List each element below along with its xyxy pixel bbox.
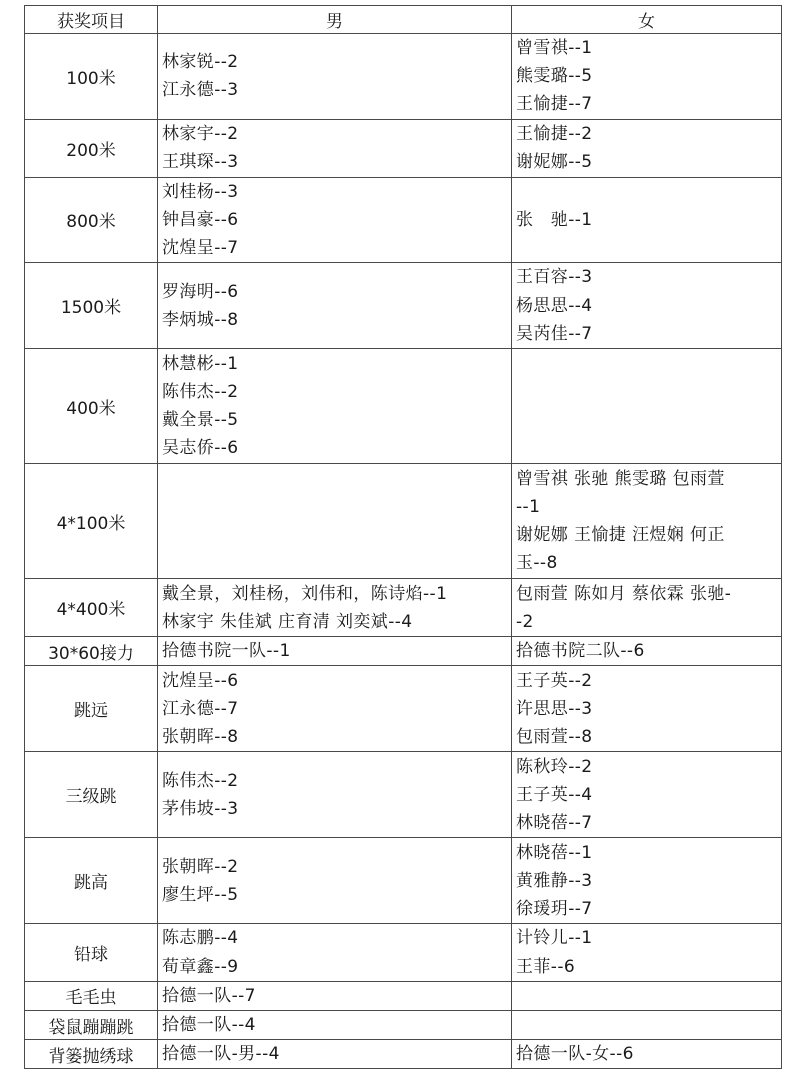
women-winners-cell <box>512 1011 782 1040</box>
event-cell: 跳远 <box>25 666 158 752</box>
women-winners-cell <box>512 838 782 924</box>
event-cell: 三级跳 <box>25 752 158 838</box>
men-winner-line: 拾德一队-男--4 <box>162 1044 280 1065</box>
men-winners-cell <box>158 579 512 637</box>
women-winners-cell <box>512 924 782 981</box>
women-winner-line: 曾雪祺--1 <box>516 38 593 58</box>
men-winner-line: 张朝晖--2 <box>162 856 239 877</box>
men-winner-line: 李炳城--8 <box>162 309 239 330</box>
women-winner-line: 许思思--3 <box>516 698 593 719</box>
men-winner-line: 沈煌呈--6 <box>162 670 239 691</box>
men-winner-line: 戴全景，刘桂杨，刘伟和，陈诗焰--1 <box>162 583 448 604</box>
women-winner-line: 谢妮娜--5 <box>516 152 593 173</box>
men-winner-line: 吴志侨--6 <box>162 438 239 459</box>
event-cell: 跳高 <box>25 838 158 924</box>
men-winner-line: 沈煌呈--7 <box>162 238 239 259</box>
men-winner-line: 林家锐--2 <box>162 52 239 73</box>
event-cell: 1500米 <box>25 263 158 349</box>
men-winner-line: 拾德一队--4 <box>162 1015 256 1036</box>
men-winner-line: 廖生坪--5 <box>162 884 239 905</box>
event-cell: 200米 <box>25 119 158 177</box>
event-cell: 4*100米 <box>25 464 158 579</box>
men-winner-line: 林慧彬--1 <box>162 353 239 374</box>
table-row <box>25 838 782 924</box>
table-row <box>25 1011 782 1040</box>
women-winner-line: 林晓蓓--7 <box>516 813 593 834</box>
women-winner-line: 熊雯璐--5 <box>516 66 593 87</box>
women-winners-cell <box>512 981 782 1010</box>
women-winners-cell <box>512 349 782 464</box>
event-cell: 400米 <box>25 349 158 464</box>
table-row <box>25 464 782 579</box>
table-row <box>25 34 782 120</box>
table-row <box>25 752 782 838</box>
women-winners-cell <box>512 1040 782 1069</box>
women-winner-line: 谢妮娜 王愉捷 汪煜娴 何正 <box>516 525 725 546</box>
men-winner-line: 张朝晖--8 <box>162 727 239 748</box>
women-winner-line: 王愉捷--2 <box>516 123 593 144</box>
women-winner-line: 陈秋玲--2 <box>516 756 593 777</box>
women-winners-cell <box>512 34 782 120</box>
event-cell: 毛毛虫 <box>25 981 158 1010</box>
award-rows <box>25 34 782 1069</box>
women-winner-line: 王菲--6 <box>516 956 576 977</box>
men-winners-cell <box>158 119 512 177</box>
table-row <box>25 177 782 263</box>
men-winners-cell <box>158 1040 512 1069</box>
header-men: 男 <box>158 6 512 34</box>
table-row <box>25 119 782 177</box>
table-row <box>25 263 782 349</box>
event-cell: 30*60接力 <box>25 637 158 666</box>
header-event: 获奖项目 <box>25 6 158 34</box>
men-winners-cell <box>158 464 512 579</box>
women-winner-line: 王子英--4 <box>516 784 593 805</box>
event-cell: 袋鼠蹦蹦跳 <box>25 1011 158 1040</box>
women-winner-line: 计铃儿--1 <box>516 928 593 949</box>
women-winners-cell <box>512 666 782 752</box>
men-winners-cell <box>158 666 512 752</box>
table-row <box>25 924 782 981</box>
women-winner-line: --1 <box>516 497 541 518</box>
women-winners-cell <box>512 263 782 349</box>
men-winner-line: 茅伟坡--3 <box>162 798 239 819</box>
men-winners-cell <box>158 1011 512 1040</box>
women-winners-cell <box>512 579 782 637</box>
table-row <box>25 579 782 637</box>
women-winners-cell <box>512 119 782 177</box>
table-row <box>25 637 782 666</box>
women-winner-line: 黄雅静--3 <box>516 870 593 891</box>
women-winner-line: 王愉捷--7 <box>516 94 593 115</box>
women-winner-line: 吴芮佳--7 <box>516 323 593 344</box>
men-winner-line: 江永德--3 <box>162 80 239 101</box>
men-winners-cell <box>158 752 512 838</box>
men-winners-cell <box>158 981 512 1010</box>
event-cell: 100米 <box>25 34 158 120</box>
men-winners-cell <box>158 177 512 263</box>
men-winners-cell <box>158 349 512 464</box>
men-winners-cell <box>158 34 512 120</box>
women-winner-line: 拾德书院二队--6 <box>516 641 645 662</box>
women-winner-line: 王子英--2 <box>516 670 593 691</box>
women-winner-line: 曾雪祺 张驰 熊雯璐 包雨萱 <box>516 468 725 489</box>
men-winner-line: 林家宇 朱佳斌 庄育清 刘奕斌--4 <box>162 611 413 632</box>
men-winners-cell <box>158 838 512 924</box>
event-cell: 4*400米 <box>25 579 158 637</box>
table-row <box>25 1040 782 1069</box>
men-winner-line: 王琪琛--3 <box>162 152 239 173</box>
men-winners-cell <box>158 637 512 666</box>
men-winner-line: 拾德书院一队--1 <box>162 641 291 662</box>
men-winner-line: 戴全景--5 <box>162 410 239 431</box>
men-winner-line: 拾德一队--7 <box>162 985 256 1006</box>
men-winner-line: 江永德--7 <box>162 698 239 719</box>
women-winners-cell <box>512 752 782 838</box>
table-row <box>25 981 782 1010</box>
men-winner-line: 林家宇--2 <box>162 123 239 144</box>
event-cell: 铅球 <box>25 924 158 981</box>
men-winners-cell <box>158 263 512 349</box>
men-winner-line: 刘桂杨--3 <box>162 181 239 202</box>
women-winner-line: 拾德一队-女--6 <box>516 1044 634 1065</box>
women-winner-line: 林晓蓓--1 <box>516 842 593 863</box>
men-winners-cell <box>158 924 512 981</box>
women-winners-cell <box>512 637 782 666</box>
women-winner-line: 徐瑗玥--7 <box>516 899 593 920</box>
men-winner-line: 陈志鹏--4 <box>162 928 239 949</box>
women-winner-line: 包雨萱--8 <box>516 727 593 748</box>
men-winner-line: 陈伟杰--2 <box>162 382 239 403</box>
men-winner-line: 罗海明--6 <box>162 281 239 302</box>
women-winner-line: 包雨萱 陈如月 蔡依霖 张驰- <box>516 583 732 604</box>
women-winners-cell <box>512 177 782 263</box>
men-winner-line: 荀章鑫--9 <box>162 956 239 977</box>
header-row <box>25 6 782 34</box>
women-winner-line: 张 驰--1 <box>516 209 593 230</box>
women-winner-line: 王百容--3 <box>516 267 593 288</box>
men-winner-line: 陈伟杰--2 <box>162 770 239 791</box>
table-row <box>25 666 782 752</box>
table-row <box>25 349 782 464</box>
event-cell: 背篓抛绣球 <box>25 1040 158 1069</box>
awards-table <box>24 5 782 1069</box>
event-cell: 800米 <box>25 177 158 263</box>
header-women: 女 <box>512 6 782 34</box>
women-winners-cell <box>512 464 782 579</box>
women-winner-line: -2 <box>516 611 534 632</box>
awards-sheet <box>24 5 781 1076</box>
women-winner-line: 玉--8 <box>516 553 558 574</box>
men-winner-line: 钟昌豪--6 <box>162 209 239 230</box>
women-winner-line: 杨思思--4 <box>516 295 593 316</box>
